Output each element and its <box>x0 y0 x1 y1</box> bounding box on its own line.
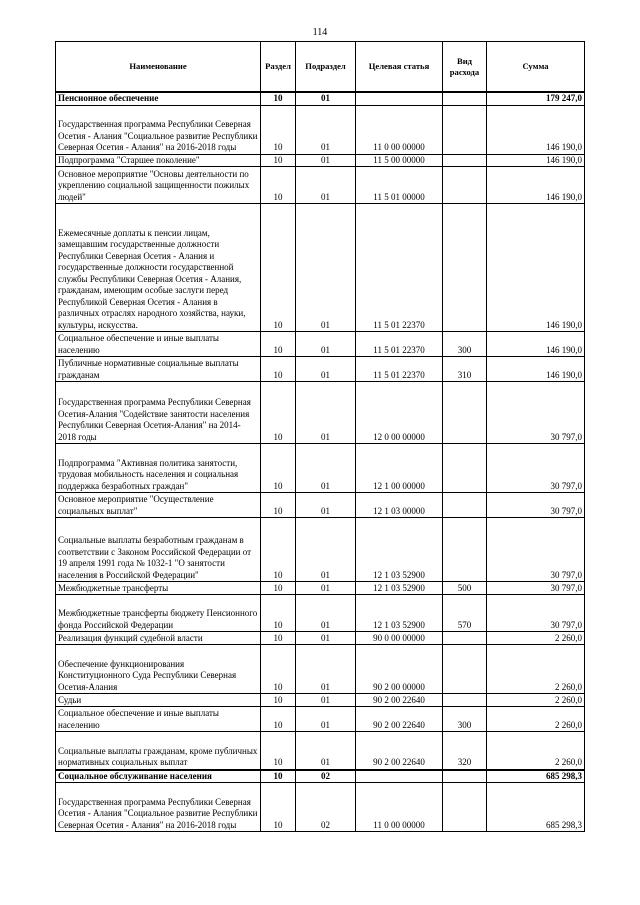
table-row <box>56 707 585 732</box>
row-target: 11 5 01 00000 <box>356 167 443 204</box>
row-target: 11 0 00 00000 <box>356 105 443 154</box>
row-subsection: 01 <box>296 204 356 332</box>
header-name: Наименование <box>56 42 261 93</box>
row-subsection: 02 <box>296 783 356 832</box>
row-expense-type: 500 <box>443 582 487 595</box>
row-section: 10 <box>261 92 296 105</box>
row-name: Судьи <box>56 694 261 707</box>
header-amount: Сумма <box>487 42 585 93</box>
row-amount: 30 797,0 <box>487 444 585 493</box>
row-section: 10 <box>261 167 296 204</box>
row-amount: 2 260,0 <box>487 632 585 645</box>
row-name: Публичные нормативные социальные выплаты гражданам <box>56 357 261 382</box>
row-subsection: 01 <box>296 382 356 444</box>
row-subsection: 01 <box>296 582 356 595</box>
row-target: 11 5 00 00000 <box>356 154 443 167</box>
row-name: Государственная программа Республики Северная Осетия - Алания "Социальное развитие Республики Северная Осетия - Алания" на 2016-2018 годы <box>56 783 261 832</box>
row-section: 10 <box>261 732 296 770</box>
budget-table <box>55 41 585 832</box>
table-row <box>56 582 585 595</box>
row-section: 10 <box>261 105 296 154</box>
row-target: 11 5 01 22370 <box>356 204 443 332</box>
row-section: 10 <box>261 357 296 382</box>
row-target: 90 2 00 22640 <box>356 732 443 770</box>
row-section: 10 <box>261 582 296 595</box>
table-row <box>56 357 585 382</box>
row-amount: 685 298,3 <box>487 770 585 783</box>
row-section: 10 <box>261 332 296 357</box>
row-section: 10 <box>261 783 296 832</box>
row-amount: 146 190,0 <box>487 167 585 204</box>
table-row <box>56 444 585 493</box>
row-expense-type <box>443 518 487 582</box>
row-target: 12 1 03 52900 <box>356 595 443 632</box>
row-expense-type <box>443 382 487 444</box>
header-expense-type: Вид расхода <box>443 42 487 93</box>
row-section: 10 <box>261 493 296 518</box>
row-expense-type <box>443 645 487 694</box>
row-target: 11 5 01 22370 <box>356 357 443 382</box>
row-amount: 2 260,0 <box>487 732 585 770</box>
row-name: Государственная программа Республики Северная Осетия - Алания "Социальное развитие Республики Северная Осетия - Алания" на 2016-2018 годы <box>56 105 261 154</box>
row-expense-type: 570 <box>443 595 487 632</box>
table-row <box>56 154 585 167</box>
row-expense-type <box>443 770 487 783</box>
row-name: Социальное обеспечение и иные выплаты населению <box>56 332 261 357</box>
row-name: Реализация функций судебной власти <box>56 632 261 645</box>
row-target: 90 0 00 00000 <box>356 632 443 645</box>
table-row <box>56 332 585 357</box>
row-section: 10 <box>261 204 296 332</box>
row-subsection: 01 <box>296 632 356 645</box>
row-name: Социальное обслуживание населения <box>56 770 261 783</box>
row-target: 90 2 00 22640 <box>356 707 443 732</box>
row-expense-type <box>443 632 487 645</box>
row-name: Ежемесячные доплаты к пенсии лицам, замещавшим государственные должности Республики Северная Осетия - Алания и государственные должности государственной службы Республики Северная Осетия - Алания, гражданам, имеющим особые заслуги перед Республикой Северная Осетия - Алания в различных отраслях народного хозяйства, науки, культуры, искусства. <box>56 204 261 332</box>
row-amount: 30 797,0 <box>487 582 585 595</box>
row-amount: 685 298,3 <box>487 783 585 832</box>
row-expense-type: 300 <box>443 707 487 732</box>
table-row <box>56 732 585 770</box>
table-row <box>56 632 585 645</box>
row-section: 10 <box>261 707 296 732</box>
table-row <box>56 645 585 694</box>
row-section: 10 <box>261 770 296 783</box>
table-row <box>56 694 585 707</box>
row-target: 12 1 03 52900 <box>356 582 443 595</box>
row-target: 11 5 01 22370 <box>356 332 443 357</box>
table-row <box>56 493 585 518</box>
row-expense-type <box>443 167 487 204</box>
row-section: 10 <box>261 632 296 645</box>
row-expense-type <box>443 204 487 332</box>
row-name: Подпрограмма "Старшее поколение" <box>56 154 261 167</box>
row-name: Социальное обеспечение и иные выплаты населению <box>56 707 261 732</box>
row-subsection: 01 <box>296 154 356 167</box>
table-row <box>56 92 585 105</box>
row-expense-type <box>443 444 487 493</box>
row-amount: 2 260,0 <box>487 694 585 707</box>
row-subsection: 01 <box>296 694 356 707</box>
row-amount: 146 190,0 <box>487 204 585 332</box>
row-expense-type <box>443 92 487 105</box>
row-subsection: 01 <box>296 92 356 105</box>
row-amount: 179 247,0 <box>487 92 585 105</box>
row-name: Государственная программа Республики Северная Осетия-Алания "Содействие занятости населения Республики Северная Осетия-Алания" на 2014-2018 годы <box>56 382 261 444</box>
row-amount: 146 190,0 <box>487 154 585 167</box>
row-expense-type <box>443 493 487 518</box>
row-subsection: 01 <box>296 707 356 732</box>
row-target: 12 1 03 00000 <box>356 493 443 518</box>
row-target: 12 0 00 00000 <box>356 382 443 444</box>
row-amount: 146 190,0 <box>487 357 585 382</box>
row-name: Основное мероприятие "Основы деятельности по укреплению социальной защищенности пожилых людей" <box>56 167 261 204</box>
row-target: 90 2 00 22640 <box>356 694 443 707</box>
row-section: 10 <box>261 154 296 167</box>
table-row <box>56 783 585 832</box>
header-subsection: Подраздел <box>296 42 356 93</box>
table-row <box>56 770 585 783</box>
row-target: 90 2 00 00000 <box>356 645 443 694</box>
row-expense-type <box>443 694 487 707</box>
row-subsection: 01 <box>296 595 356 632</box>
row-amount: 146 190,0 <box>487 105 585 154</box>
row-amount: 30 797,0 <box>487 382 585 444</box>
row-expense-type: 300 <box>443 332 487 357</box>
row-amount: 30 797,0 <box>487 595 585 632</box>
page-number: 114 <box>312 27 328 38</box>
row-subsection: 01 <box>296 493 356 518</box>
row-subsection: 02 <box>296 770 356 783</box>
table-row <box>56 518 585 582</box>
row-subsection: 01 <box>296 732 356 770</box>
row-subsection: 01 <box>296 444 356 493</box>
row-subsection: 01 <box>296 167 356 204</box>
row-amount: 146 190,0 <box>487 332 585 357</box>
table-row <box>56 204 585 332</box>
row-subsection: 01 <box>296 332 356 357</box>
row-expense-type <box>443 154 487 167</box>
table-row <box>56 167 585 204</box>
row-section: 10 <box>261 382 296 444</box>
row-amount: 2 260,0 <box>487 707 585 732</box>
row-subsection: 01 <box>296 645 356 694</box>
table-row <box>56 105 585 154</box>
row-name: Обеспечение функционирования Конституционного Суда Республики Северная Осетия-Алания <box>56 645 261 694</box>
header-target: Целевая статья <box>356 42 443 93</box>
row-subsection: 01 <box>296 357 356 382</box>
table-header-row <box>56 42 585 93</box>
row-subsection: 01 <box>296 518 356 582</box>
row-name: Межбюджетные трансферты бюджету Пенсионного фонда Российской Федерации <box>56 595 261 632</box>
row-target <box>356 92 443 105</box>
row-expense-type <box>443 105 487 154</box>
row-expense-type: 310 <box>443 357 487 382</box>
row-amount: 2 260,0 <box>487 645 585 694</box>
row-target: 11 0 00 00000 <box>356 783 443 832</box>
row-section: 10 <box>261 595 296 632</box>
row-name: Основное мероприятие "Осуществление социальных выплат" <box>56 493 261 518</box>
table-row <box>56 595 585 632</box>
row-name: Социальные выплаты гражданам, кроме публичных нормативных социальных выплат <box>56 732 261 770</box>
row-section: 10 <box>261 694 296 707</box>
row-name: Пенсионное обеспечение <box>56 92 261 105</box>
row-expense-type: 320 <box>443 732 487 770</box>
row-target: 12 1 00 00000 <box>356 444 443 493</box>
row-target <box>356 770 443 783</box>
row-section: 10 <box>261 444 296 493</box>
row-subsection: 01 <box>296 105 356 154</box>
row-target: 12 1 03 52900 <box>356 518 443 582</box>
row-amount: 30 797,0 <box>487 493 585 518</box>
header-section: Раздел <box>261 42 296 93</box>
row-name: Социальные выплаты безработным гражданам в соответствии с Законом Российской Федерации от 19 апреля 1991 года № 1032-1 "О занятости населения в Российской Федерации" <box>56 518 261 582</box>
row-amount: 30 797,0 <box>487 518 585 582</box>
row-name: Межбюджетные трансферты <box>56 582 261 595</box>
row-expense-type <box>443 783 487 832</box>
row-name: Подпрограмма "Активная политика занятости, трудовая мобильность населения и социальная поддержка безработных граждан" <box>56 444 261 493</box>
row-section: 10 <box>261 645 296 694</box>
table-row <box>56 382 585 444</box>
row-section: 10 <box>261 518 296 582</box>
